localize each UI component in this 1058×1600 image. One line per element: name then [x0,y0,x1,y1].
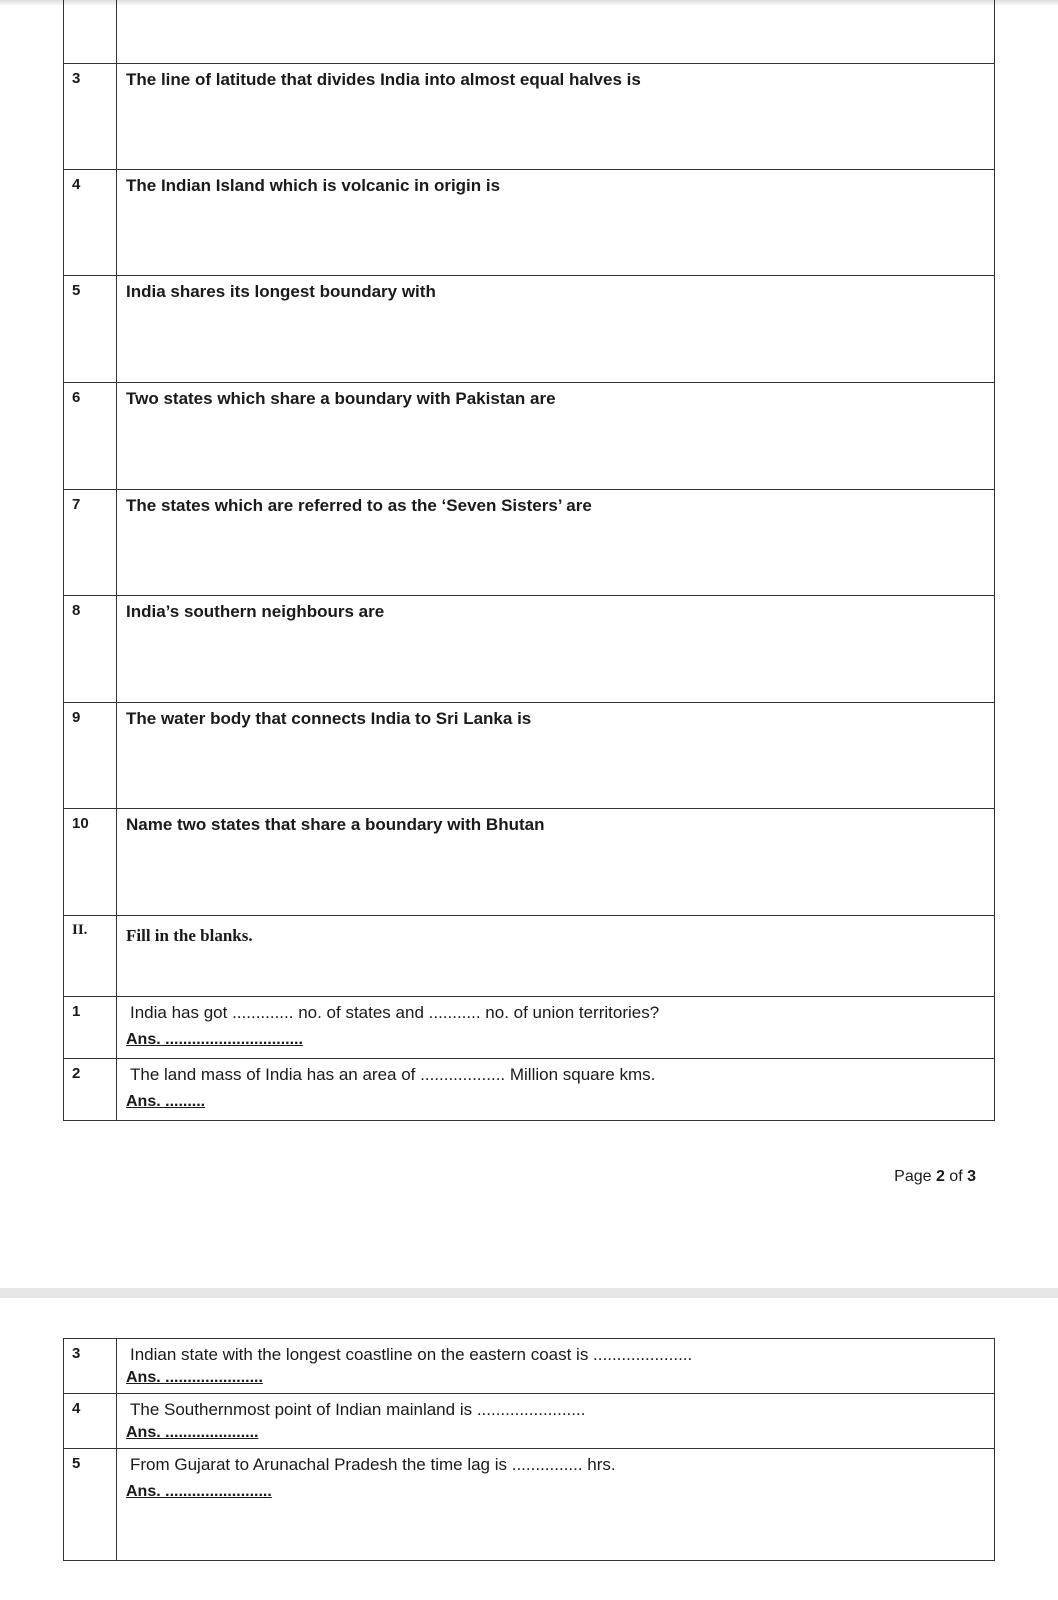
answer-line: Ans. ..................... [126,1424,259,1441]
questions-table-continued [63,1338,995,1561]
question-text: India’s southern neighbours are [117,596,995,703]
section-heading-row [64,916,995,997]
question-number: 4 [64,1394,117,1449]
question-text: The water body that connects India to Sri Lanka is [117,703,995,809]
fill-blank-cell [117,1339,995,1394]
fill-blank-cell [117,1059,995,1121]
answer-line: Ans. ............................... [126,1031,303,1048]
question-number: 4 [64,170,117,276]
questions-table [63,0,995,1121]
table-row [64,809,995,916]
question-number: 8 [64,596,117,703]
section-heading: Fill in the blanks. [117,916,995,997]
table-row [64,1059,995,1121]
question-number: 9 [64,703,117,809]
table-row [64,64,995,170]
answer-line: Ans. ........................ [126,1483,272,1500]
table-row [64,0,995,64]
fill-blank-cell [117,1394,995,1449]
table-row [64,170,995,276]
question-text: The states which are referred to as the ‘Seven Sisters’ are [117,490,995,596]
question-number: 3 [64,64,117,170]
section-number: II. [64,916,117,997]
question-number: 3 [64,1339,117,1394]
table-row [64,1394,995,1449]
fill-blank-cell [117,997,995,1059]
question-number: 10 [64,809,117,916]
question-number: 1 [64,997,117,1059]
question-number: 5 [64,1449,117,1561]
answer-line: Ans. ......... [126,1093,206,1110]
table-row [64,703,995,809]
question-text: Two states which share a boundary with Pakistan are [117,383,995,490]
table-row [64,383,995,490]
table-row [64,490,995,596]
question-text: Name two states that share a boundary with Bhutan [117,809,995,916]
total-pages: 3 [967,1168,976,1185]
table-row [64,997,995,1059]
table-row [64,276,995,383]
page-label-middle: of [944,1168,968,1185]
question-text: The Indian Island which is volcanic in origin is [117,170,995,276]
page-number-label [894,1168,976,1186]
question-text: Indian state with the longest coastline on the eastern coast is ..................... [130,1345,693,1364]
current-page: 2 [935,1168,945,1185]
table-row [64,1339,995,1394]
table-row [64,596,995,703]
question-text: India shares its longest boundary with [117,276,995,383]
page-separator [0,1288,1058,1298]
question-number: 7 [64,490,117,596]
question-text: India has got ............. no. of states and ........... no. of union territories? [130,1003,660,1022]
question-text: From Gujarat to Arunachal Pradesh the time lag is ............... hrs. [130,1455,616,1474]
question-text: The Southernmost point of Indian mainland is ....................... [130,1400,586,1419]
page-label-prefix: Page [894,1168,936,1185]
table-row [64,1449,995,1561]
question-number: 2 [64,1059,117,1121]
question-text: The land mass of India has an area of .................. Million square kms. [130,1065,656,1084]
question-number: 6 [64,383,117,490]
empty-number-cell [64,0,117,64]
fill-blank-cell [117,1449,995,1561]
answer-line: Ans. ...................... [126,1369,263,1386]
question-number: 5 [64,276,117,383]
question-text: The line of latitude that divides India into almost equal halves is [117,64,995,170]
empty-answer-cell [117,0,995,64]
worksheet-page-3 [0,1298,1058,1600]
